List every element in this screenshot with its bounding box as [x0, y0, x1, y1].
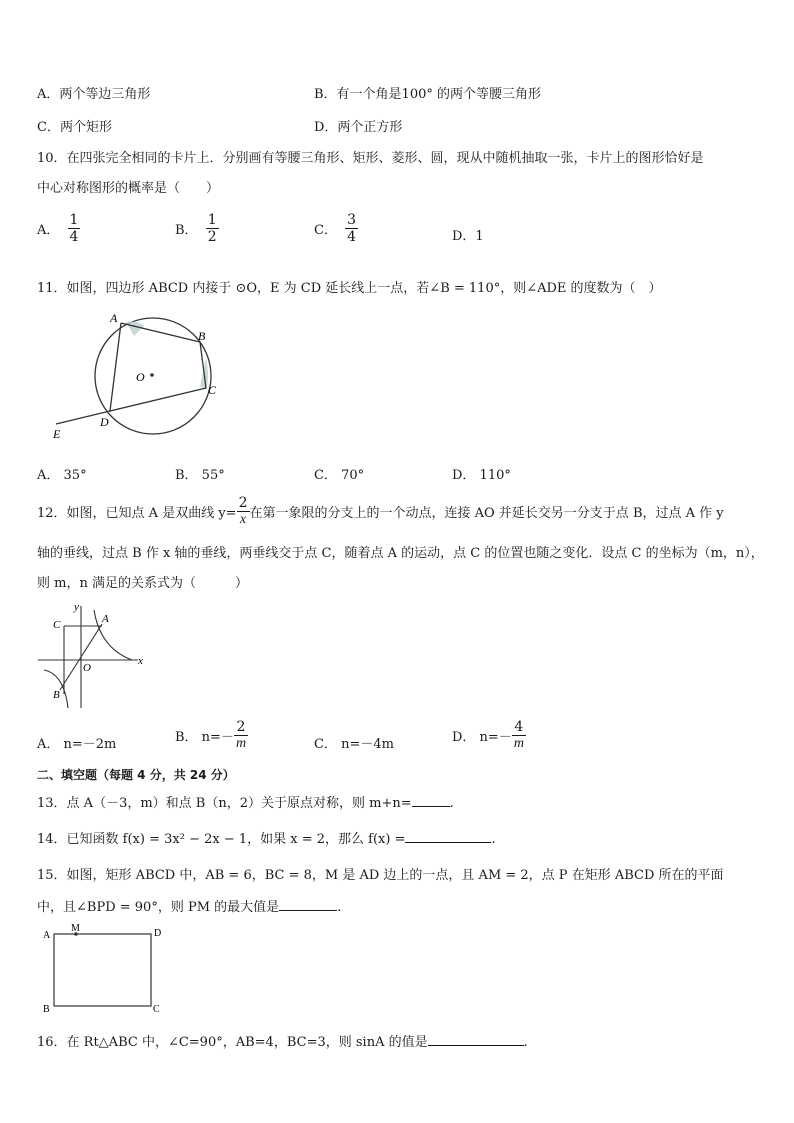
q12-text-line2: 轴的垂线，过点 B 作 x 轴的垂线，两垂线交于点 C，随着点 A 的运动，点 C 的位置也随之变化．设点 C 的坐标为（m，n）， — [37, 546, 764, 561]
option-label: D． n=－ — [452, 730, 512, 745]
q15-rectangle-figure — [40, 922, 170, 1020]
q11-circle-figure — [48, 306, 228, 446]
q12-text-pre: 12．如图，已知点 A 是双曲线 y= — [37, 506, 237, 521]
label-y: y — [74, 601, 79, 613]
fraction — [68, 212, 81, 245]
rectangle-abcd — [54, 934, 151, 1006]
quadrilateral-abcd — [110, 323, 206, 411]
fraction — [512, 719, 526, 752]
q15-text: 中，且∠BPD = 90°，则 PM 的最大值是 — [37, 900, 280, 915]
label-a: A — [110, 311, 118, 325]
option-label: B． n=－ — [175, 730, 234, 745]
q12-text-post: 在第一象限的分支上的一个动点，连接 AO 并延长交另一分支于点 B，过点 A 作 y — [249, 506, 724, 521]
label-o: O — [83, 662, 91, 674]
label-b: B — [43, 1004, 50, 1015]
fraction-numerator: 2 — [234, 719, 248, 736]
label-e: E — [53, 427, 61, 441]
option-label: B． — [175, 223, 198, 238]
q12-option-c: C． n=－4m — [314, 737, 394, 752]
label-a: A — [102, 613, 109, 625]
q13-text: 13．点 A（－3，m）和点 B（n，2）关于原点对称，则 m+n= — [37, 796, 412, 811]
q15-text-line2 — [37, 896, 341, 915]
label-b: B — [198, 329, 206, 343]
label-o: O — [136, 370, 145, 384]
q14-line — [37, 828, 496, 847]
option-label: A． — [37, 223, 60, 238]
q12-option-b — [175, 719, 248, 752]
fraction-numerator: 1 — [207, 212, 217, 228]
fraction-numerator: 2 — [238, 495, 248, 511]
q16-text: 16．在 Rt△ABC 中，∠C=90°，AB=4，BC=3，则 sinA 的值是 — [37, 1035, 428, 1050]
shading — [126, 322, 144, 337]
q15-period: . — [337, 900, 342, 915]
q9-option-a: A．两个等边三角形 — [37, 87, 151, 102]
q10-option-b — [175, 212, 219, 245]
fraction-denominator: 2 — [207, 229, 217, 245]
fraction-denominator: x — [239, 512, 247, 527]
section-heading-fill-in: 二、填空题（每题 4 分，共 24 分） — [37, 768, 235, 782]
q10-text-line2: 中心对称图形的概率是（ ） — [37, 181, 220, 196]
q12-option-d — [452, 719, 526, 752]
label-x: x — [138, 655, 143, 667]
q9-option-c: C．两个矩形 — [37, 120, 112, 135]
fraction-numerator: 1 — [69, 212, 79, 228]
fraction-numerator: 4 — [512, 719, 526, 736]
answer-blank[interactable] — [279, 898, 337, 911]
q11-text: 11．如图，四边形 ABCD 内接于 ⊙O，E 为 CD 延长线上一点，若∠B = 110°，则∠ADE 的度数为（ ） — [37, 281, 662, 296]
label-c: C — [153, 1004, 160, 1015]
fraction — [234, 719, 248, 752]
q14-text: 14．已知函数 f(x) = 3x² − 2x − 1，如果 x = 2，那么 f(x) = — [37, 832, 406, 847]
q10-option-c — [314, 212, 358, 245]
fraction-denominator: 4 — [347, 229, 357, 245]
fraction-numerator: 3 — [347, 212, 357, 228]
q11-option-c: C． 70° — [314, 468, 365, 483]
fraction-denominator: 4 — [69, 229, 79, 245]
q12-text-line3: 则 m，n 满足的关系式为（ ） — [37, 576, 248, 591]
label-b: B — [53, 689, 60, 701]
q12-option-a: A． n=－2m — [37, 737, 117, 752]
center-point-o — [150, 373, 154, 377]
q13-line — [37, 792, 454, 811]
q9-option-b: B．有一个角是100° 的两个等腰三角形 — [314, 87, 541, 102]
fraction-denominator: m — [513, 736, 524, 751]
label-c: C — [208, 383, 217, 397]
q10-text-line1: 10．在四张完全相同的卡片上．分别画有等腰三角形、矩形、菱形、圆，现从中随机抽取一张，卡片上的图形恰好是 — [37, 151, 704, 166]
label-m: M — [71, 923, 80, 934]
label-a: A — [43, 930, 51, 941]
answer-blank[interactable] — [428, 1033, 524, 1046]
label-d: D — [100, 415, 109, 429]
fraction-2-over-x — [237, 495, 250, 528]
q10-option-a — [37, 212, 80, 245]
label-c: C — [53, 619, 61, 631]
q13-period: . — [449, 796, 454, 811]
label-d: D — [154, 928, 162, 939]
q10-option-d: D．1 — [452, 229, 484, 244]
fraction — [345, 212, 358, 245]
fraction-denominator: m — [235, 736, 247, 751]
fraction — [206, 212, 219, 245]
q12-text-line1 — [37, 495, 724, 528]
q16-line — [37, 1031, 528, 1050]
q11-option-b: B． 55° — [175, 468, 225, 483]
q15-text-line1: 15．如图，矩形 ABCD 中，AB = 6，BC = 8，M 是 AD 边上的一点，且 AM = 2，点 P 在矩形 ABCD 所在的平面 — [37, 868, 724, 883]
answer-blank[interactable] — [405, 830, 491, 843]
q11-option-d: D． 110° — [452, 468, 511, 483]
q12-hyperbola-figure — [36, 600, 148, 710]
q11-option-a: A． 35° — [37, 468, 87, 483]
q9-option-d: D．两个正方形 — [314, 120, 403, 135]
hyperbola-branch-1 — [94, 610, 132, 660]
q14-period: . — [491, 832, 496, 847]
option-label: C． — [314, 223, 337, 238]
q16-period: . — [523, 1035, 528, 1050]
answer-blank[interactable] — [412, 794, 450, 807]
